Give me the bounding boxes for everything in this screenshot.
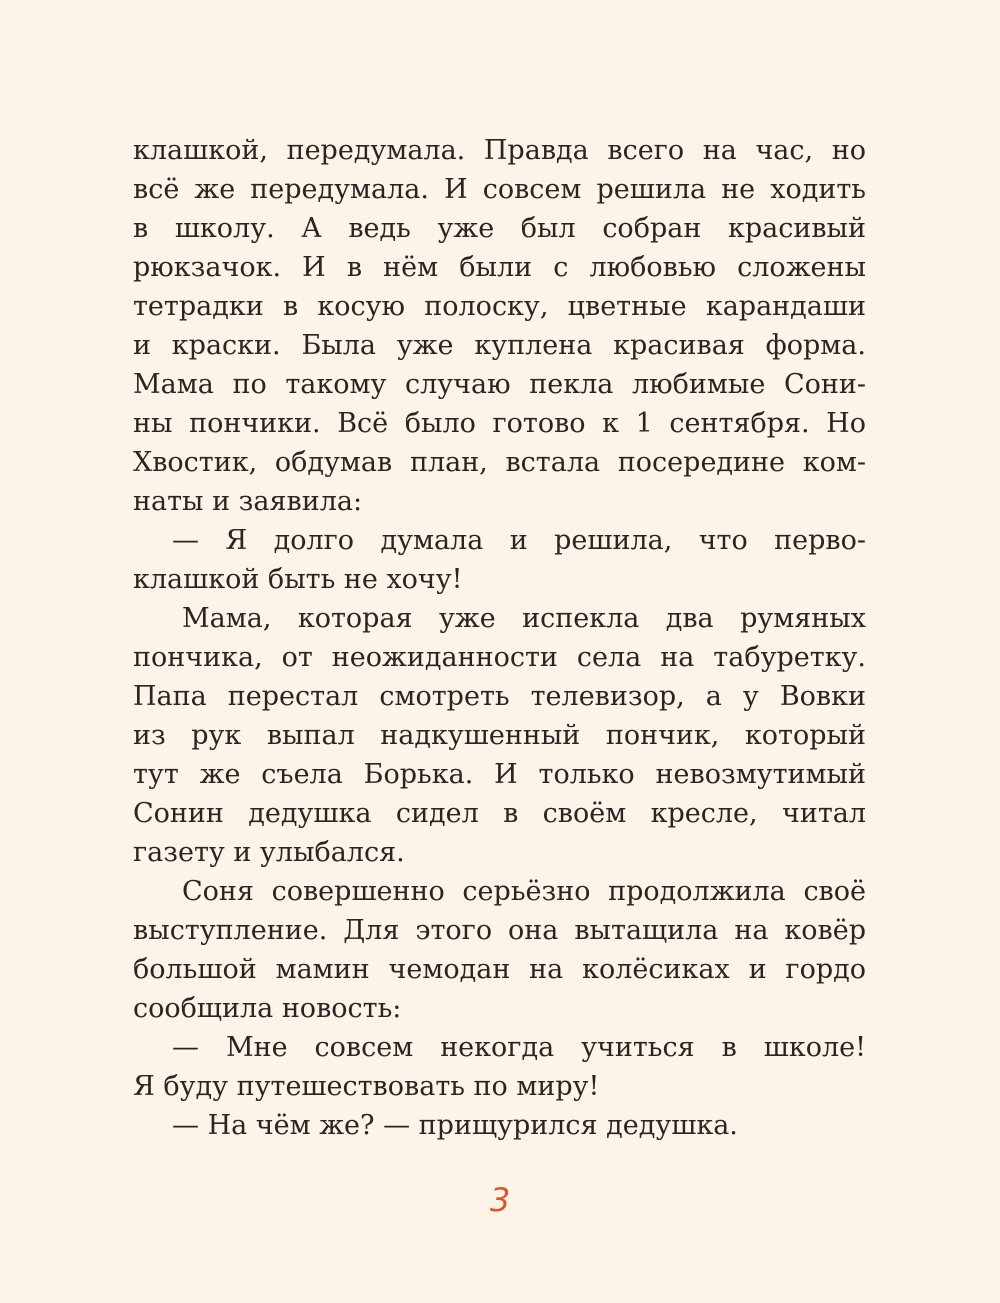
paragraph-start-line: Мама, которая уже испекла два румяных	[182, 603, 866, 634]
text-line: рюкзачок. И в нём были с любовью сложены	[133, 252, 866, 283]
text-line: Сонин дедушка сидел в своём кресле, читал	[133, 798, 866, 829]
text-line: тетрадки в косую полоску, цветные карандаши	[133, 291, 866, 322]
dialogue-line: — Мне совсем некогда учиться в школе!	[172, 1032, 866, 1063]
page-text	[133, 131, 866, 1145]
text-line: выступление. Для этого она вытащила на ковёр	[133, 915, 866, 946]
text-line: сообщила новость:	[133, 993, 402, 1024]
text-line: Папа перестал смотреть телевизор, а у Вовки	[133, 681, 866, 712]
dialogue-line: — На чём же? — прищурился дедушка.	[172, 1110, 738, 1141]
paragraph-start-line: Соня совершенно серьёзно продолжила своё	[182, 876, 866, 907]
text-line: клашкой, передумала. Правда всего на час, но	[133, 135, 866, 166]
page-number: 3	[489, 1181, 511, 1219]
text-line: Хвостик, обдумав план, встала посередине ком-	[133, 447, 866, 478]
text-line: ны пончики. Всё было готово к 1 сентября. Но	[133, 408, 866, 439]
text-line: газету и улыбался.	[133, 837, 405, 868]
text-line: клашкой быть не хочу!	[133, 564, 463, 595]
text-line: в школу. А ведь уже был собран красивый	[133, 213, 866, 244]
text-line: большой мамин чемодан на колёсиках и гордо	[133, 954, 866, 985]
text-line: и краски. Была уже куплена красивая форма.	[133, 330, 866, 361]
text-line: из рук выпал надкушенный пончик, который	[133, 720, 866, 751]
dialogue-line: — Я долго думала и решила, что перво-	[172, 525, 866, 556]
text-line: Мама по такому случаю пекла любимые Сони-	[133, 369, 866, 400]
text-line: наты и заявила:	[133, 486, 363, 517]
text-line: тут же съела Борька. И только невозмутимый	[133, 759, 866, 790]
text-line: Я буду путешествовать по миру!	[133, 1071, 600, 1102]
text-line: пончика, от неожиданности села на табуретку.	[133, 642, 866, 673]
text-line: всё же передумала. И совсем решила не ходить	[133, 174, 866, 205]
